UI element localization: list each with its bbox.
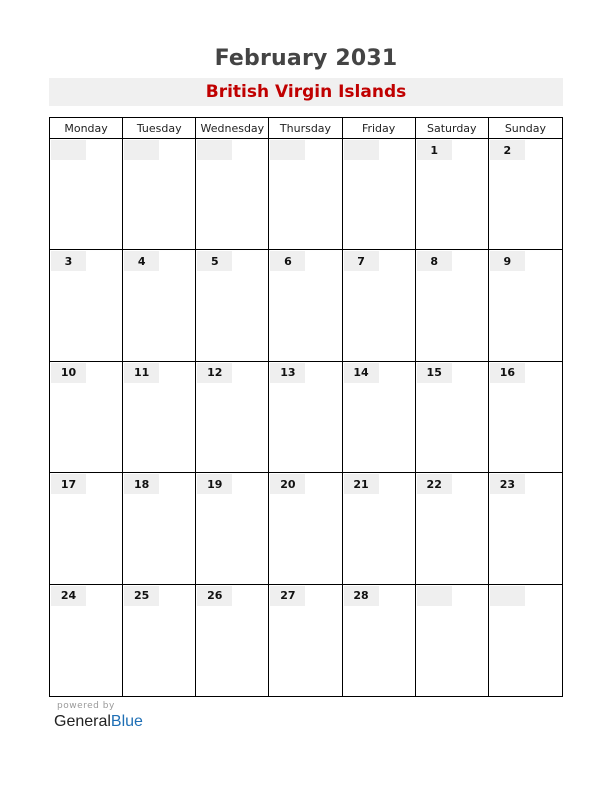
day-cell bbox=[416, 139, 489, 250]
page-title: February 2031 bbox=[214, 46, 398, 71]
day-cell bbox=[50, 362, 123, 473]
powered-by-text: powered by bbox=[57, 701, 115, 711]
day-cell bbox=[269, 362, 342, 473]
day-cell bbox=[50, 473, 123, 584]
weekday-header-thursday: Thursday bbox=[269, 118, 342, 139]
day-cell bbox=[50, 139, 123, 250]
day-number: 7 bbox=[344, 251, 379, 271]
day-number: 18 bbox=[124, 474, 159, 494]
day-number: 21 bbox=[344, 474, 379, 494]
day-cell bbox=[123, 250, 196, 361]
day-number bbox=[197, 140, 232, 160]
weekday-header-sunday: Sunday bbox=[489, 118, 562, 139]
day-cell bbox=[50, 250, 123, 361]
day-cell bbox=[489, 362, 562, 473]
day-cell bbox=[269, 139, 342, 250]
day-number: 17 bbox=[51, 474, 86, 494]
day-cell bbox=[343, 139, 416, 250]
weekday-header-friday: Friday bbox=[343, 118, 416, 139]
weekday-header-monday: Monday bbox=[50, 118, 123, 139]
day-number: 11 bbox=[124, 363, 159, 383]
logo-text-general: General bbox=[54, 713, 111, 730]
day-cell bbox=[489, 473, 562, 584]
day-cell bbox=[343, 250, 416, 361]
day-number: 15 bbox=[417, 363, 452, 383]
day-cell bbox=[196, 250, 269, 361]
day-cell bbox=[343, 585, 416, 696]
day-number bbox=[344, 140, 379, 160]
day-cell bbox=[269, 473, 342, 584]
weekday-header-wednesday: Wednesday bbox=[196, 118, 269, 139]
day-number bbox=[124, 140, 159, 160]
day-cell bbox=[343, 473, 416, 584]
day-cell bbox=[196, 139, 269, 250]
day-cell bbox=[123, 139, 196, 250]
day-cell bbox=[123, 362, 196, 473]
weekday-header-tuesday: Tuesday bbox=[123, 118, 196, 139]
country-name: British Virgin Islands bbox=[205, 82, 407, 102]
day-cell bbox=[123, 473, 196, 584]
day-number: 28 bbox=[344, 586, 379, 606]
day-number: 13 bbox=[270, 363, 305, 383]
day-number: 20 bbox=[270, 474, 305, 494]
day-cell bbox=[50, 585, 123, 696]
day-number bbox=[51, 140, 86, 160]
day-cell bbox=[196, 585, 269, 696]
day-number bbox=[417, 586, 452, 606]
day-cell bbox=[269, 250, 342, 361]
day-number: 12 bbox=[197, 363, 232, 383]
day-number: 19 bbox=[197, 474, 232, 494]
day-number: 16 bbox=[490, 363, 525, 383]
day-cell bbox=[489, 139, 562, 250]
day-number: 10 bbox=[51, 363, 86, 383]
day-number: 26 bbox=[197, 586, 232, 606]
day-number: 6 bbox=[270, 251, 305, 271]
day-cell bbox=[196, 362, 269, 473]
day-cell bbox=[416, 362, 489, 473]
country-banner bbox=[49, 78, 563, 106]
day-number: 4 bbox=[124, 251, 159, 271]
day-number: 8 bbox=[417, 251, 452, 271]
calendar-grid bbox=[49, 117, 563, 697]
weekday-header-saturday: Saturday bbox=[416, 118, 489, 139]
day-number: 9 bbox=[490, 251, 525, 271]
day-number: 25 bbox=[124, 586, 159, 606]
day-number: 5 bbox=[197, 251, 232, 271]
day-cell bbox=[416, 250, 489, 361]
day-number: 23 bbox=[490, 474, 525, 494]
day-number: 2 bbox=[490, 140, 525, 160]
day-cell bbox=[123, 585, 196, 696]
day-number bbox=[270, 140, 305, 160]
day-number: 3 bbox=[51, 251, 86, 271]
day-number: 24 bbox=[51, 586, 86, 606]
day-number: 1 bbox=[417, 140, 452, 160]
day-number: 27 bbox=[270, 586, 305, 606]
day-cell bbox=[269, 585, 342, 696]
day-cell bbox=[489, 250, 562, 361]
day-cell bbox=[196, 473, 269, 584]
day-cell bbox=[489, 585, 562, 696]
day-number: 22 bbox=[417, 474, 452, 494]
day-number bbox=[490, 586, 525, 606]
day-number: 14 bbox=[344, 363, 379, 383]
day-cell bbox=[343, 362, 416, 473]
day-cell bbox=[416, 473, 489, 584]
generalblue-logo[interactable] bbox=[54, 713, 143, 731]
logo-text-blue: Blue bbox=[110, 713, 143, 730]
day-cell bbox=[416, 585, 489, 696]
